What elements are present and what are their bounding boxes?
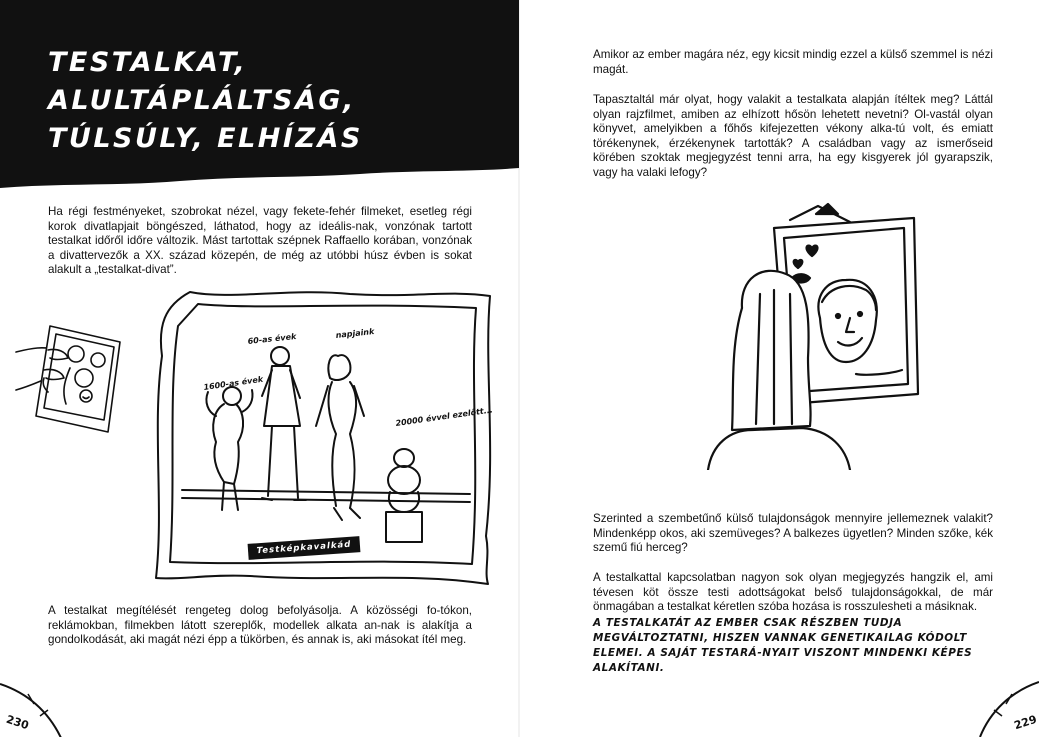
page-number-left: 230 [4,712,31,733]
label-20000-years: 20000 évvel ezelőtt... [395,405,494,428]
person-shoulders [708,428,850,470]
figure-venus [386,449,422,542]
questions-paragraph: Tapasztaltál már olyat, hogy valakit a testalkata alapján ítéltek meg? Láttál olyan rajzfilmet, amiben az elhízott hősön lehetett nevetni? Ol-vastál olyan könyvet, amelyikben a főhős kifejezetten vékony alka-tú volt, és emiatt törékenynek, érzékenynek tartották? A családban vagy az ismerőseid körében szoktak megjegyzést tenni arra, ha egy kisgyerek jól gyarapszik, vagy ha valaki lefogy? [593,93,993,179]
label-60s: 60-as évek [247,331,297,346]
left-page [0,0,519,737]
page-number-right: 229 [1012,712,1039,733]
figure-60s [262,347,306,500]
label-today: napjaink [335,326,375,340]
traits-paragraph: Szerinted a szembetűnő külső tulajdonságok mennyire jellemeznek valakit? Mindenképp okos, aki szemüveges? A balkezes ügyetlen? Minden szőke, kék szemű fiú herceg? [593,512,993,555]
frame-inner [170,304,476,564]
page-dial-left [0,680,70,737]
self-view-paragraph: Amikor az ember magára néz, egy kicsit mindig ezzel a külső szemmel is nézi magát. [593,48,993,76]
frame-caption: Testképkavalkád [248,536,361,560]
influence-paragraph: A testalkat megítélését rengeteg dolog befolyásolja. A közösségi fo-tókon, reklámokban, filmekben látott szereplők, modellek alkata an-nak is alakítja a gondolkodását, aki magát nézi épp a tükörben, és annak is, aki másokat ítél meg. [48,604,472,647]
intro-paragraph: Ha régi festményeket, szobrokat nézel, vagy fekete-fehér filmeket, esetleg régi korok divatlapjait böngészed, láthatod, hogy az ideális-nak, vonzónak tartott testalkat időről időre változik. Mást tartottak szépnek Raffaello korában, vonzónak a divattervezők a XX. század közepén, de még az utóbbi húsz évben is sokat alakult a „testalkat-divat”. [48,205,472,277]
title-band [0,0,519,190]
label-1600s: 1600-as évek [203,374,264,392]
figure-today [316,355,364,520]
remarks-paragraph: A testalkattal kapcsolatban nagyon sok olyan megjegyzés hangzik el, ami tévesen köt össze testi adottságokat belső tulajdonságokkal, de már önmagában a testalkat kéretlen szóba hozása is rosszulesheti a másiknak. [593,571,993,614]
chapter-title: TESTALKAT, ALULTÁPLÁLTSÁG, TÚLSÚLY, ELHÍZÁS [48,47,363,154]
mirror-illustration [690,198,930,470]
hand-photo-illustration [14,312,134,442]
page-dial-right [976,678,1039,737]
person-hair [732,271,811,430]
callout-statement: A TESTALKATÁT AZ EMBER CSAK RÉSZBEN TUDJA MEGVÁLTOZTATNI, HISZEN VANNAK GENETIKAILAG KÓDOLT ELEMEI. A SAJÁT TESTARÁ-NYAIT VISZONT MINDENKI KÉPES ALAKÍTANI. [593,617,973,674]
